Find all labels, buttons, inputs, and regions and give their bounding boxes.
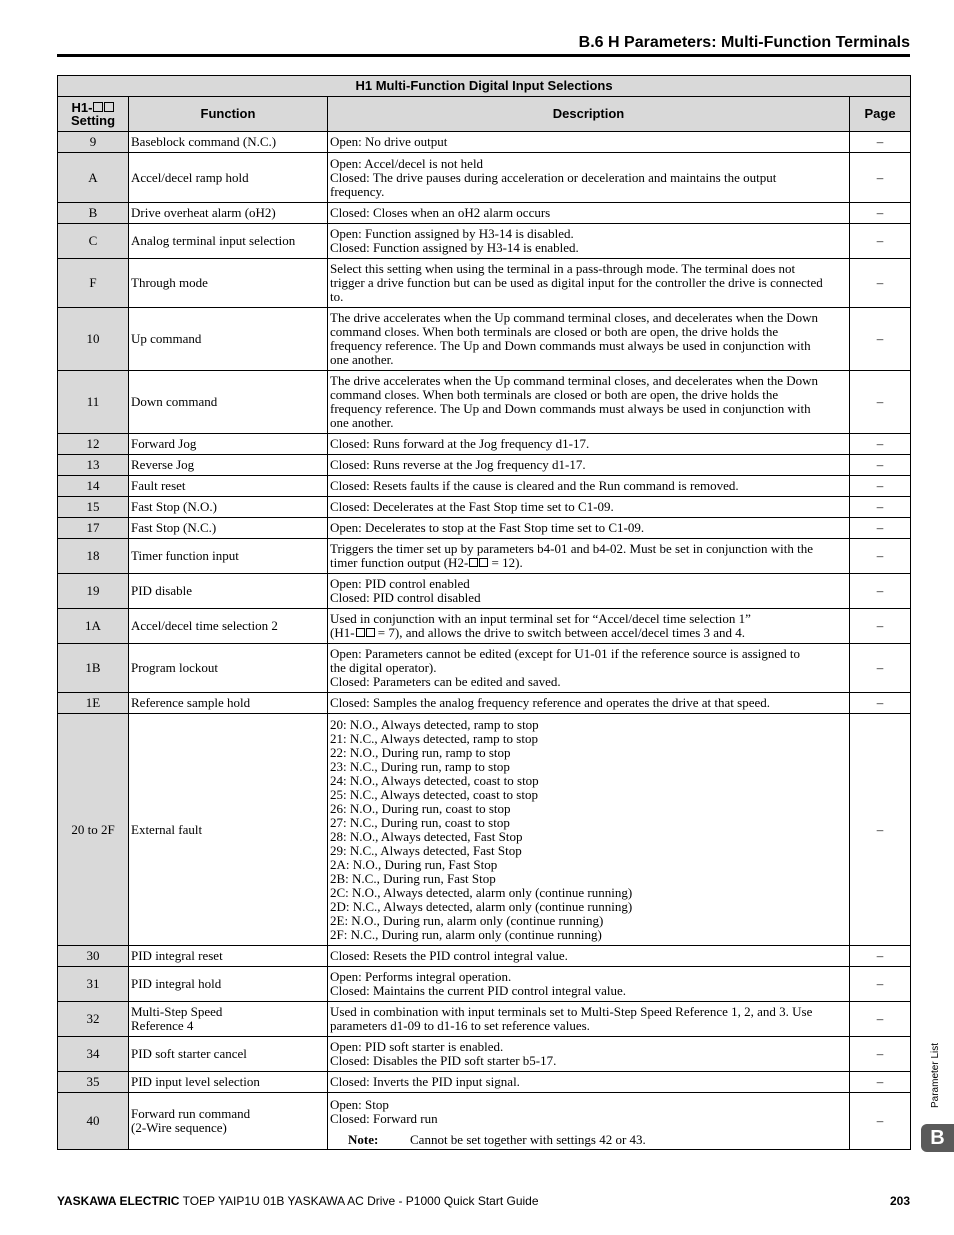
description-line: 2C: N.O., Always detected, alarm only (continue running): [330, 884, 633, 900]
function-line: Accel/decel ramp hold: [131, 169, 249, 185]
setting-cell: 11: [58, 371, 129, 434]
description-line: Closed: Samples the analog frequency reference and operates the drive at that speed.: [330, 695, 771, 710]
function-line: Fast Stop (N.O.): [131, 499, 217, 514]
description-cell: [328, 1002, 850, 1037]
function-line: Fault reset: [131, 478, 186, 493]
description-line: Closed: PID control disabled: [330, 590, 481, 605]
description-line: 2E: N.O., During run, alarm only (continue running): [330, 912, 604, 928]
setting-cell: 9: [58, 132, 129, 153]
table-row: [58, 1002, 911, 1037]
side-tab-label: Parameter List: [930, 1042, 941, 1108]
column-header-function: Function: [129, 97, 328, 132]
setting-cell: 1E: [58, 693, 129, 714]
description-line: Open: Stop: [330, 1096, 389, 1112]
setting-cell: 13: [58, 455, 129, 476]
function-cell: [129, 1072, 328, 1093]
function-cell: [129, 518, 328, 539]
table-body: [58, 132, 911, 1150]
description-line: Select this setting when using the terminal in a pass-through mode. The terminal does not: [330, 261, 796, 276]
table-row: [58, 574, 911, 609]
description-cell: [328, 259, 850, 308]
description-line: 2A: N.O., During run, Fast Stop: [330, 856, 498, 872]
setting-cell: B: [58, 203, 129, 224]
description-line: Closed: The drive pauses during acceleration or deceleration and maintains the output: [330, 169, 777, 185]
page-cell: –: [850, 539, 911, 574]
description-line: 26: N.O., During run, coast to stop: [330, 800, 511, 816]
setting-cell: A: [58, 153, 129, 203]
table-row: [58, 132, 911, 153]
function-line: Drive overheat alarm (oH2): [131, 205, 276, 220]
page-cell: –: [850, 1093, 911, 1150]
function-line: Reverse Jog: [131, 457, 195, 472]
table-row: [58, 434, 911, 455]
description-line: the digital operator).: [330, 660, 437, 675]
description-line: Closed: Inverts the PID input signal.: [330, 1074, 520, 1089]
page-cell: –: [850, 644, 911, 693]
note-text: Cannot be set together with settings 42 or 43.: [410, 1131, 646, 1147]
function-cell: [129, 203, 328, 224]
page-cell: –: [850, 967, 911, 1002]
description-line: 20: N.O., Always detected, ramp to stop: [330, 716, 539, 732]
description-line: Triggers the timer set up by parameters b4-01 and b4-02. Must be set in conjunction with the: [330, 541, 813, 556]
function-cell: [129, 967, 328, 1002]
description-cell: [328, 476, 850, 497]
h1-parameter-table: [57, 75, 911, 1150]
function-cell: [129, 308, 328, 371]
setting-cell: 40: [58, 1093, 129, 1150]
setting-cell: 17: [58, 518, 129, 539]
placeholder-box-icon: [356, 628, 365, 637]
description-line: Closed: Disables the PID soft starter b5-17.: [330, 1053, 557, 1068]
function-cell: [129, 1037, 328, 1072]
note-label: Note:: [348, 1131, 379, 1147]
function-line: PID integral hold: [131, 976, 222, 991]
function-cell: [129, 1002, 328, 1037]
function-line: PID disable: [131, 583, 193, 598]
page-cell: –: [850, 609, 911, 644]
description-line: Open: Parameters cannot be edited (except for U1-01 if the reference source is assigned to: [330, 646, 800, 661]
description-cell: [328, 308, 850, 371]
page-cell: –: [850, 518, 911, 539]
footer-doc-title: TOEP YAIP1U 01B YASKAWA AC Drive - P1000 Quick Start Guide: [179, 1194, 539, 1208]
table-row: [58, 644, 911, 693]
setting-cell: 31: [58, 967, 129, 1002]
page-cell: –: [850, 946, 911, 967]
setting-cell: 14: [58, 476, 129, 497]
description-cell: [328, 224, 850, 259]
description-cell: [328, 693, 850, 714]
page-cell: –: [850, 1072, 911, 1093]
page-cell: –: [850, 574, 911, 609]
placeholder-box-icon: [104, 102, 114, 112]
page-cell: –: [850, 714, 911, 946]
table-row: [58, 224, 911, 259]
description-line: 22: N.O., During run, ramp to stop: [330, 744, 511, 760]
page-cell: –: [850, 693, 911, 714]
description-cell: [328, 203, 850, 224]
description-line: 28: N.O., Always detected, Fast Stop: [330, 828, 523, 844]
table-row: [58, 497, 911, 518]
table-row: [58, 1093, 911, 1150]
description-cell: [328, 518, 850, 539]
page-cell: –: [850, 497, 911, 518]
header-rule: [57, 54, 910, 57]
description-cell: [328, 967, 850, 1002]
description-line: Closed: Forward run: [330, 1110, 438, 1126]
function-line: Up command: [131, 331, 202, 346]
description-cell: [328, 153, 850, 203]
function-cell: [129, 714, 328, 946]
description-line: frequency reference. The Up and Down commands must always be used in conjunction with: [330, 401, 811, 416]
table-row: [58, 308, 911, 371]
function-cell: [129, 476, 328, 497]
section-header-title: B.6 H Parameters: Multi-Function Terminals: [578, 34, 910, 51]
function-line: Reference 4: [131, 1018, 194, 1033]
table-row: [58, 455, 911, 476]
description-line: Closed: Parameters can be edited and saved.: [330, 674, 561, 689]
description-line: Open: PID control enabled: [330, 576, 470, 591]
description-line: The drive accelerates when the Up command terminal closes, and decelerates when the Down: [330, 373, 819, 388]
description-cell: [328, 574, 850, 609]
description-cell: [328, 132, 850, 153]
footer-company: YASKAWA ELECTRIC: [57, 1194, 180, 1208]
description-line: Closed: Closes when an oH2 alarm occurs: [330, 205, 551, 220]
description-cell: [328, 609, 850, 644]
page-cell: –: [850, 476, 911, 497]
description-line: timer function output (H2- = 12).: [330, 555, 523, 570]
footer-page-number: 203: [889, 1194, 910, 1208]
function-line: Fast Stop (N.C.): [131, 520, 217, 535]
function-cell: [129, 132, 328, 153]
table-row: [58, 371, 911, 434]
setting-cell: 12: [58, 434, 129, 455]
setting-cell: 30: [58, 946, 129, 967]
table-row: [58, 946, 911, 967]
description-line: 24: N.O., Always detected, coast to stop: [330, 772, 539, 788]
description-line: 27: N.C., During run, coast to stop: [330, 814, 510, 830]
description-line: Used in conjunction with an input terminal set for “Accel/decel time selection 1”: [330, 611, 751, 626]
placeholder-box-icon: [93, 102, 103, 112]
description-line: 2D: N.C., Always detected, alarm only (continue running): [330, 898, 633, 914]
table-row: [58, 153, 911, 203]
table-row: [58, 967, 911, 1002]
description-line: 25: N.C., Always detected, coast to stop: [330, 786, 538, 802]
table-row: [58, 1072, 911, 1093]
setting-cell: 1A: [58, 609, 129, 644]
setting-cell: 18: [58, 539, 129, 574]
function-line: Reference sample hold: [131, 695, 251, 710]
description-cell: [328, 1037, 850, 1072]
page-cell: –: [850, 455, 911, 476]
page-cell: –: [850, 224, 911, 259]
function-cell: [129, 946, 328, 967]
table-row: [58, 259, 911, 308]
function-line: External fault: [131, 821, 203, 837]
description-line: frequency.: [330, 183, 385, 199]
setting-cell: F: [58, 259, 129, 308]
description-cell: [328, 644, 850, 693]
description-line: one another.: [330, 415, 394, 430]
function-line: PID soft starter cancel: [131, 1046, 247, 1061]
page-cell: –: [850, 203, 911, 224]
table-row: [58, 693, 911, 714]
function-line: PID integral reset: [131, 948, 223, 963]
table-row: [58, 203, 911, 224]
description-line: Closed: Runs reverse at the Jog frequency d1-17.: [330, 457, 586, 472]
page-cell: –: [850, 259, 911, 308]
description-cell: [328, 455, 850, 476]
table-row: [58, 539, 911, 574]
function-cell: [129, 1093, 328, 1150]
function-line: (2-Wire sequence): [131, 1120, 227, 1135]
description-line: 21: N.C., Always detected, ramp to stop: [330, 730, 538, 746]
function-line: Accel/decel time selection 2: [131, 618, 278, 633]
description-line: Open: Function assigned by H3-14 is disabled.: [330, 226, 574, 241]
description-line: 29: N.C., Always detected, Fast Stop: [330, 842, 522, 858]
description-cell: [328, 714, 850, 946]
setting-cell: 34: [58, 1037, 129, 1072]
function-cell: [129, 455, 328, 476]
setting-cell: 32: [58, 1002, 129, 1037]
description-line: frequency reference. The Up and Down commands must always be used in conjunction with: [330, 338, 811, 353]
page-cell: –: [850, 1002, 911, 1037]
function-cell: [129, 371, 328, 434]
description-line: 2F: N.C., During run, alarm only (continue running): [330, 926, 602, 942]
description-line: trigger a drive function but can be used as digital input for the controller the drive is connected: [330, 275, 823, 290]
function-line: Forward run command: [131, 1106, 251, 1121]
table-row: [58, 609, 911, 644]
setting-cell: 1B: [58, 644, 129, 693]
description-cell: [328, 371, 850, 434]
description-line: one another.: [330, 352, 394, 367]
description-cell: [328, 946, 850, 967]
placeholder-box-icon: [479, 558, 488, 567]
note: [330, 1133, 847, 1147]
description-line: command closes. When both terminals are closed or both are open, the drive holds the: [330, 324, 779, 339]
placeholder-box-icon: [469, 558, 478, 567]
footer-doc-info: [57, 1194, 539, 1208]
function-line: Down command: [131, 394, 218, 409]
description-line: to.: [330, 289, 344, 304]
page-cell: –: [850, 132, 911, 153]
column-header-page: Page: [850, 97, 911, 132]
table-row: [58, 714, 911, 946]
placeholder-box-icon: [366, 628, 375, 637]
page-cell: –: [850, 434, 911, 455]
function-cell: [129, 434, 328, 455]
description-line: Open: Accel/decel is not held: [330, 155, 484, 171]
description-line: The drive accelerates when the Up command terminal closes, and decelerates when the Down: [330, 310, 819, 325]
column-header-setting: [58, 97, 129, 132]
description-line: Open: Decelerates to stop at the Fast Stop time set to C1-09.: [330, 520, 645, 535]
page-cell: –: [850, 153, 911, 203]
table-caption: H1 Multi-Function Digital Input Selections: [58, 76, 911, 97]
function-line: PID input level selection: [131, 1074, 260, 1089]
description-line: command closes. When both terminals are closed or both are open, the drive holds the: [330, 387, 779, 402]
function-line: Baseblock command (N.C.): [131, 134, 277, 149]
description-line: Closed: Runs forward at the Jog frequency d1-17.: [330, 436, 590, 451]
table-row: [58, 476, 911, 497]
function-cell: [129, 497, 328, 518]
function-cell: [129, 153, 328, 203]
page-cell: –: [850, 308, 911, 371]
description-line: Used in combination with input terminals set to Multi-Step Speed Reference 1, 2, and 3. Use: [330, 1004, 813, 1019]
description-cell: [328, 497, 850, 518]
function-line: Program lockout: [131, 660, 219, 675]
description-line: Closed: Resets faults if the cause is cleared and the Run command is removed.: [330, 478, 739, 493]
setting-cell: 19: [58, 574, 129, 609]
function-cell: [129, 644, 328, 693]
setting-cell: 35: [58, 1072, 129, 1093]
description-cell: [328, 1072, 850, 1093]
function-cell: [129, 259, 328, 308]
setting-cell: 15: [58, 497, 129, 518]
side-tab-letter: B: [921, 1124, 954, 1152]
description-line: parameters d1-09 to d1-16 to set reference values.: [330, 1018, 590, 1033]
function-line: Timer function input: [131, 548, 239, 563]
description-cell: [328, 434, 850, 455]
function-cell: [129, 693, 328, 714]
setting-cell: 20 to 2F: [58, 714, 129, 946]
description-line: Closed: Maintains the current PID control integral value.: [330, 983, 627, 998]
description-line: Open: Performs integral operation.: [330, 969, 512, 984]
description-line: Open: PID soft starter is enabled.: [330, 1039, 504, 1054]
column-header-description: Description: [328, 97, 850, 132]
setting-prefix: H1-: [71, 100, 93, 115]
setting-cell: C: [58, 224, 129, 259]
function-cell: [129, 574, 328, 609]
description-line: Closed: Resets the PID control integral value.: [330, 948, 568, 963]
description-cell: [328, 1093, 850, 1150]
function-line: Through mode: [131, 275, 208, 290]
page-cell: –: [850, 1037, 911, 1072]
function-cell: [129, 224, 328, 259]
setting-cell: 10: [58, 308, 129, 371]
description-line: (H1- = 7), and allows the drive to switch between accel/decel times 3 and 4.: [330, 625, 746, 640]
function-cell: [129, 609, 328, 644]
description-line: Closed: Function assigned by H3-14 is enabled.: [330, 240, 579, 255]
description-line: 23: N.C., During run, ramp to stop: [330, 758, 510, 774]
description-line: 2B: N.C., During run, Fast Stop: [330, 870, 496, 886]
function-cell: [129, 539, 328, 574]
description-cell: [328, 539, 850, 574]
page-cell: –: [850, 371, 911, 434]
setting-label: Setting: [70, 113, 116, 128]
function-line: Multi-Step Speed: [131, 1004, 223, 1019]
description-line: Open: No drive output: [330, 134, 448, 149]
table-row: [58, 1037, 911, 1072]
description-line: Closed: Decelerates at the Fast Stop time set to C1-09.: [330, 499, 614, 514]
function-line: Forward Jog: [131, 436, 197, 451]
table-row: [58, 518, 911, 539]
function-line: Analog terminal input selection: [131, 233, 296, 248]
